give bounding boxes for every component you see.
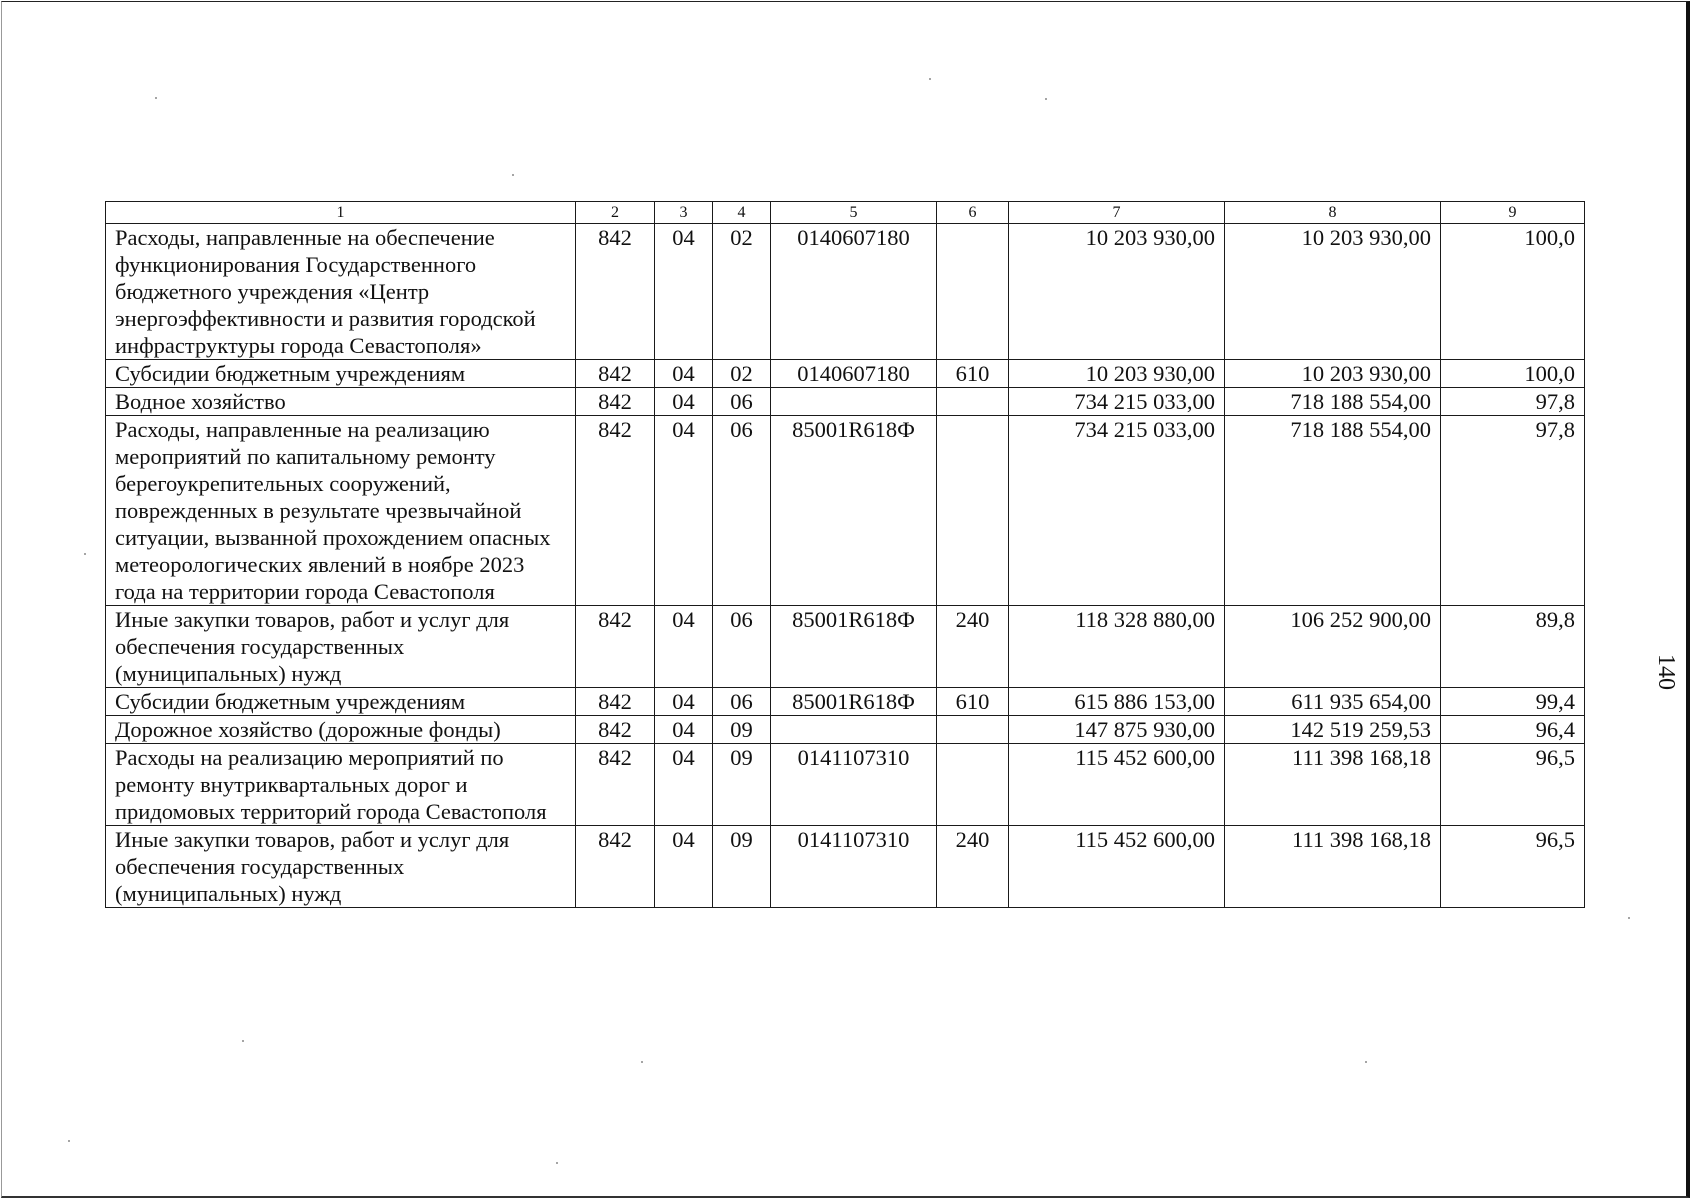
- ministry-code: 842: [576, 416, 655, 606]
- ministry-code: 842: [576, 716, 655, 744]
- execution-percent: 97,8: [1441, 388, 1585, 416]
- subsection-code: 02: [713, 360, 771, 388]
- section-code: 04: [655, 360, 713, 388]
- execution-percent: 96,5: [1441, 744, 1585, 826]
- scan-speck: [556, 1162, 558, 1164]
- expense-name: Водное хозяйство: [106, 388, 576, 416]
- expense-type: 610: [937, 360, 1009, 388]
- expense-type: 610: [937, 688, 1009, 716]
- ministry-code: 842: [576, 826, 655, 908]
- executed-amount: 10 203 930,00: [1225, 360, 1441, 388]
- executed-amount: 142 519 259,53: [1225, 716, 1441, 744]
- scan-speck: [68, 1140, 70, 1142]
- subsection-code: 09: [713, 744, 771, 826]
- expense-name: Расходы, направленные на обеспечение функционирования Государственного бюджетного учреждения «Центр энергоэффективности и развития городской инфраструктуры города Севастополя»: [106, 224, 576, 360]
- expense-type: [937, 416, 1009, 606]
- scan-speck: [1045, 98, 1047, 100]
- expense-name: Иные закупки товаров, работ и услуг для обеспечения государственных (муниципальных) нужд: [106, 606, 576, 688]
- target-article: 0140607180: [771, 224, 937, 360]
- section-code: 04: [655, 606, 713, 688]
- execution-percent: 97,8: [1441, 416, 1585, 606]
- scan-speck: [155, 97, 157, 99]
- subsection-code: 06: [713, 416, 771, 606]
- expense-name: Иные закупки товаров, работ и услуг для обеспечения государственных (муниципальных) нужд: [106, 826, 576, 908]
- target-article: 85001R618Ф: [771, 416, 937, 606]
- executed-amount: 611 935 654,00: [1225, 688, 1441, 716]
- col-header-8: 8: [1225, 202, 1441, 224]
- executed-amount: 718 188 554,00: [1225, 388, 1441, 416]
- table-row: [106, 606, 1585, 688]
- table-row: [106, 416, 1585, 606]
- section-code: 04: [655, 744, 713, 826]
- table-row: [106, 826, 1585, 908]
- col-header-5: 5: [771, 202, 937, 224]
- subsection-code: 02: [713, 224, 771, 360]
- page-number: 140: [1653, 654, 1679, 690]
- expense-name: Расходы, направленные на реализацию мероприятий по капитальному ремонту берегоукрепительных сооружений, поврежденных в результате чрезвычайной ситуации, вызванной прохождением опасных метеорологических явлений в ноябре 2023 года на территории города Севастополя: [106, 416, 576, 606]
- column-number-row: [106, 202, 1585, 224]
- scan-speck: [929, 78, 931, 80]
- target-article: [771, 388, 937, 416]
- target-article: 85001R618Ф: [771, 688, 937, 716]
- ministry-code: 842: [576, 388, 655, 416]
- approved-amount: 118 328 880,00: [1009, 606, 1225, 688]
- approved-amount: 615 886 153,00: [1009, 688, 1225, 716]
- approved-amount: 115 452 600,00: [1009, 826, 1225, 908]
- section-code: 04: [655, 416, 713, 606]
- executed-amount: 106 252 900,00: [1225, 606, 1441, 688]
- subsection-code: 06: [713, 606, 771, 688]
- approved-amount: 734 215 033,00: [1009, 416, 1225, 606]
- table-row: [106, 744, 1585, 826]
- scan-speck: [641, 1061, 643, 1063]
- expense-type: 240: [937, 606, 1009, 688]
- ministry-code: 842: [576, 224, 655, 360]
- table-row: [106, 224, 1585, 360]
- ministry-code: 842: [576, 606, 655, 688]
- expense-type: [937, 744, 1009, 826]
- target-article: 0141107310: [771, 744, 937, 826]
- col-header-9: 9: [1441, 202, 1585, 224]
- expense-name: Расходы на реализацию мероприятий по ремонту внутриквартальных дорог и придомовых территорий города Севастополя: [106, 744, 576, 826]
- execution-percent: 96,5: [1441, 826, 1585, 908]
- target-article: 0140607180: [771, 360, 937, 388]
- execution-percent: 100,0: [1441, 360, 1585, 388]
- col-header-1: 1: [106, 202, 576, 224]
- approved-amount: 10 203 930,00: [1009, 360, 1225, 388]
- section-code: 04: [655, 688, 713, 716]
- section-code: 04: [655, 388, 713, 416]
- subsection-code: 09: [713, 716, 771, 744]
- expense-type: 240: [937, 826, 1009, 908]
- target-article: 0141107310: [771, 826, 937, 908]
- expense-name: Дорожное хозяйство (дорожные фонды): [106, 716, 576, 744]
- scan-speck: [84, 553, 86, 555]
- subsection-code: 06: [713, 688, 771, 716]
- expense-name: Субсидии бюджетным учреждениям: [106, 688, 576, 716]
- target-article: [771, 716, 937, 744]
- execution-percent: 100,0: [1441, 224, 1585, 360]
- col-header-7: 7: [1009, 202, 1225, 224]
- table-row: [106, 360, 1585, 388]
- expense-type: [937, 716, 1009, 744]
- subsection-code: 06: [713, 388, 771, 416]
- approved-amount: 115 452 600,00: [1009, 744, 1225, 826]
- approved-amount: 10 203 930,00: [1009, 224, 1225, 360]
- execution-percent: 89,8: [1441, 606, 1585, 688]
- table-row: [106, 388, 1585, 416]
- scan-speck: [1365, 1061, 1367, 1063]
- budget-table: [105, 201, 1585, 908]
- ministry-code: 842: [576, 688, 655, 716]
- section-code: 04: [655, 716, 713, 744]
- target-article: 85001R618Ф: [771, 606, 937, 688]
- execution-percent: 99,4: [1441, 688, 1585, 716]
- scan-speck: [512, 174, 514, 176]
- table-row: [106, 688, 1585, 716]
- expense-name: Субсидии бюджетным учреждениям: [106, 360, 576, 388]
- ministry-code: 842: [576, 744, 655, 826]
- section-code: 04: [655, 224, 713, 360]
- col-header-3: 3: [655, 202, 713, 224]
- expense-type: [937, 224, 1009, 360]
- subsection-code: 09: [713, 826, 771, 908]
- section-code: 04: [655, 826, 713, 908]
- col-header-2: 2: [576, 202, 655, 224]
- executed-amount: 111 398 168,18: [1225, 744, 1441, 826]
- scan-speck: [1628, 917, 1630, 919]
- executed-amount: 10 203 930,00: [1225, 224, 1441, 360]
- table-row: [106, 716, 1585, 744]
- scan-speck: [242, 1040, 244, 1042]
- expense-type: [937, 388, 1009, 416]
- col-header-4: 4: [713, 202, 771, 224]
- col-header-6: 6: [937, 202, 1009, 224]
- executed-amount: 718 188 554,00: [1225, 416, 1441, 606]
- approved-amount: 734 215 033,00: [1009, 388, 1225, 416]
- executed-amount: 111 398 168,18: [1225, 826, 1441, 908]
- approved-amount: 147 875 930,00: [1009, 716, 1225, 744]
- ministry-code: 842: [576, 360, 655, 388]
- execution-percent: 96,4: [1441, 716, 1585, 744]
